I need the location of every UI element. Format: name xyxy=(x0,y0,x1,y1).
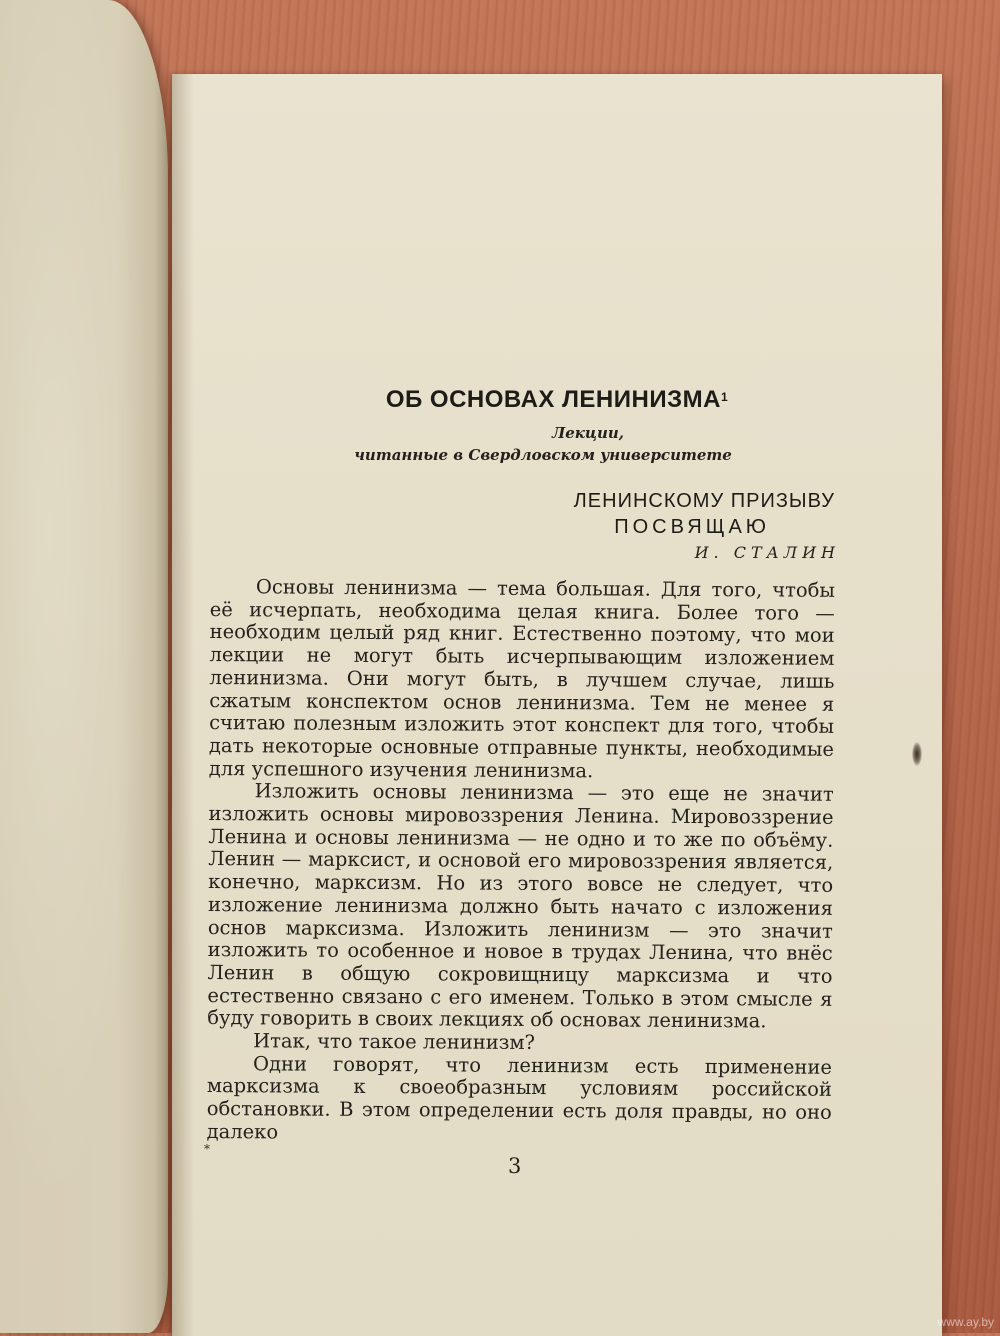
paragraph: Изложить основы ленинизма — это еще не значит изложить основы мировоззрения Ленина. Мировоззрение Ленина и основы ленинизма — не одно и то же по объёму. Ленин — марксист, и основой его мировоззрения является, конечно, марксизм. Но из этого вовсе не следует, что изложение ленинизма должно быть начато с изложения основ марксизма. Изложить ленинизм — это значит изложить то особенное и новое в трудах Ленина, что внёс Ленин в общую сокровищницу марксизма и что естественно связано с его именем. Только в этом смысле я буду говорить в своих лекциях об основах ленинизма. xyxy=(207,779,834,1033)
left-page-edge xyxy=(0,0,168,1333)
page-number: 3 xyxy=(508,1154,522,1178)
title-footnote-mark: 1 xyxy=(720,390,729,404)
author-signature: И. СТАЛИН xyxy=(694,543,840,562)
subtitle-line-1: Лекции, xyxy=(551,424,625,442)
page-gutter-shadow xyxy=(172,74,194,1336)
dedication-line-1: ЛЕНИНСКОМУ ПРИЗЫВУ xyxy=(573,490,835,512)
ink-spot xyxy=(912,742,922,766)
left-page-shading xyxy=(0,0,168,1333)
paragraph: Основы ленинизма — тема большая. Для того, чтобы её исчерпать, необходима целая книга. Более того — необходим целый ряд книг. Естественно поэтому, что мои лекции не могут быть исчерпывающим изложением ленинизма. Они могут быть, в лучшем случае, лишь сжатым конспектом основ ленинизма. Тем не менее я считаю полезным изложить этот конспект для того, чтобы дать некоторые основные отправные пункты, необходимые для успешного изучения ленинизма. xyxy=(208,575,835,782)
dedication-line-2: ПОСВЯЩАЮ xyxy=(614,516,770,538)
body-text xyxy=(207,576,835,1147)
watermark: www.ay.by xyxy=(937,1315,994,1329)
star-mark: * xyxy=(204,1142,210,1156)
chapter-title xyxy=(172,386,942,414)
subtitle-line-2: читанные в Свердловском университете xyxy=(354,446,732,464)
chapter-title-text: ОБ ОСНОВАХ ЛЕНИНИЗМА xyxy=(385,386,721,413)
paragraph: Одни говорят, что ленинизм есть применение марксизма к своеобразным условиям российской обстановки. В этом определении есть доля правды, но оно далеко xyxy=(206,1052,833,1144)
paragraph: Итак, что такое ленинизм? xyxy=(253,1029,536,1055)
